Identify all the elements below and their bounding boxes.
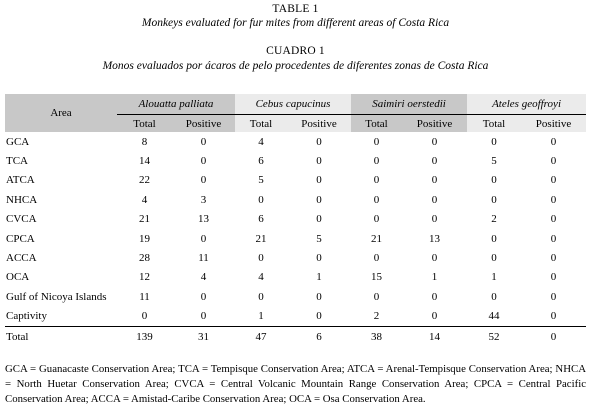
row-area-label: CVCA [6,213,37,226]
cell-positive: 31 [172,326,235,346]
row-area-label: Gulf of Nicoya Islands [6,290,107,303]
cell-positive: 0 [550,174,557,187]
table-subtitle-es: Monos evaluados por ácaros de pelo procedentes de diferentes zonas de Costa Rica [102,60,489,72]
cell-total: 14 [139,155,150,168]
cell-total: 4 [258,271,264,284]
cell-positive: 6 [287,326,351,346]
table-title-en: TABLE 1 [272,3,319,15]
table-row [5,229,586,248]
cell-total: 5 [258,174,264,187]
cell-total: 4 [141,193,148,206]
cell-total: 5 [491,155,497,168]
cell-positive: 1 [431,271,438,284]
table-footnote: GCA = Guanacaste Conservation Area; TCA = Tempisque Conservation Area; ATCA = Arenal-Tempisque Conservation Area; NHCA = North Huetar Conservation Area; CVCA = Central Volcanic Mountain Range Conservation Area; CPCA = Central Pacific Conservation Area; ACCA = Amistad-Caribe Conservation Area; OCA = Osa Conservation Area. [5,363,586,405]
row-area-label: ACCA [6,252,37,265]
table-body [5,132,586,346]
cell-positive: 0 [316,155,322,168]
cell-total: 0 [373,174,380,187]
table-row [5,307,586,327]
species-header-alouatta: Alouatta palliata [117,94,235,115]
cell-positive: 0 [550,193,557,206]
cell-positive: 0 [200,135,207,148]
cell-total: 0 [373,252,380,265]
table-title-es: CUADRO 1 [266,45,325,57]
cell-positive: 0 [431,213,438,226]
cell-positive: 0 [316,252,322,265]
cell-total: 38 [351,326,402,346]
subheader-total: Total [235,115,287,133]
row-area-label: Total [5,326,117,346]
cell-positive: 0 [316,310,322,323]
cell-total: 0 [141,310,148,323]
cell-positive: 0 [200,174,207,187]
cell-total: 15 [371,271,383,284]
table-row [5,210,586,229]
cell-total: 0 [491,135,497,148]
cell-total: 44 [488,310,500,323]
cell-total: 0 [258,290,264,303]
area-column-header: Area [5,94,117,132]
cell-total: 0 [373,155,380,168]
cell-total: 12 [139,271,150,284]
cell-total: 4 [258,135,264,148]
cell-positive: 0 [431,290,438,303]
cell-total: 21 [371,232,383,245]
cell-positive: 0 [550,232,557,245]
subheader-positive: Positive [402,115,467,133]
cell-positive: 0 [431,252,438,265]
cell-positive: 0 [550,155,557,168]
cell-total: 8 [141,135,148,148]
cell-positive: 0 [431,310,438,323]
cell-positive: 0 [550,252,557,265]
cell-total: 1 [258,310,264,323]
cell-positive: 0 [316,193,322,206]
cell-positive: 0 [200,290,207,303]
cell-positive: 11 [198,252,209,265]
cell-total: 28 [139,252,150,265]
cell-total: 0 [373,213,380,226]
cell-positive: 13 [429,232,441,245]
row-area-label: TCA [6,155,28,168]
cell-positive: 1 [316,271,322,284]
cell-total: 0 [491,174,497,187]
subheader-total: Total [467,115,521,133]
subheader-total: Total [117,115,172,133]
species-header-saimiri: Saimiri oerstedii [351,94,467,115]
cell-positive: 0 [521,326,586,346]
cell-total: 6 [258,213,264,226]
cell-total: 0 [491,193,497,206]
table-row [5,248,586,267]
monkeys-table [5,94,586,346]
cell-positive: 3 [200,193,207,206]
cell-total: 21 [255,232,267,245]
cell-positive: 4 [200,271,207,284]
cell-total: 0 [373,135,380,148]
cell-positive: 14 [402,326,467,346]
cell-total: 139 [117,326,172,346]
table-row [5,132,586,151]
cell-positive: 13 [198,213,209,226]
cell-positive: 0 [431,155,438,168]
cell-total: 2 [491,213,497,226]
cell-total: 0 [258,193,264,206]
cell-positive: 5 [316,232,322,245]
cell-positive: 0 [431,135,438,148]
cell-total: 21 [139,213,150,226]
row-area-label: Captivity [6,310,47,323]
cell-total: 0 [373,193,380,206]
cell-positive: 0 [550,213,557,226]
row-area-label: CPCA [6,232,35,245]
subheader-positive: Positive [287,115,351,133]
table-row [5,171,586,190]
cell-total: 0 [491,290,497,303]
cell-total: 6 [258,155,264,168]
species-header-ateles: Ateles geoffroyi [467,94,586,115]
cell-total: 2 [373,310,380,323]
table-subtitle-en: Monkeys evaluated for fur mites from different areas of Costa Rica [141,17,450,29]
row-area-label: NHCA [6,193,38,206]
table-row-total [5,326,586,346]
cell-positive: 0 [431,174,438,187]
cell-total: 0 [373,290,380,303]
cell-positive: 0 [316,213,322,226]
cell-positive: 0 [200,232,207,245]
cell-positive: 0 [316,135,322,148]
cell-total: 47 [235,326,287,346]
cell-total: 0 [491,252,497,265]
cell-positive: 0 [200,155,207,168]
cell-positive: 0 [316,290,322,303]
species-header-cebus: Cebus capucinus [235,94,351,115]
cell-total: 11 [139,290,150,303]
cell-positive: 0 [316,174,322,187]
table-row [5,287,586,306]
table-row [5,151,586,170]
cell-positive: 0 [550,310,557,323]
cell-positive: 0 [431,193,438,206]
cell-positive: 0 [550,135,557,148]
table-row [5,190,586,209]
cell-total: 19 [139,232,150,245]
cell-total: 52 [467,326,521,346]
table-row [5,268,586,287]
subheader-total: Total [351,115,402,133]
row-area-label: ATCA [6,174,35,187]
cell-total: 0 [491,232,497,245]
cell-positive: 0 [550,271,557,284]
cell-total: 0 [258,252,264,265]
cell-positive: 0 [200,310,207,323]
cell-total: 22 [139,174,150,187]
cell-total: 1 [491,271,497,284]
cell-positive: 0 [550,290,557,303]
row-area-label: GCA [6,135,30,148]
row-area-label: OCA [6,271,30,284]
subheader-positive: Positive [172,115,235,133]
subheader-positive: Positive [521,115,586,133]
